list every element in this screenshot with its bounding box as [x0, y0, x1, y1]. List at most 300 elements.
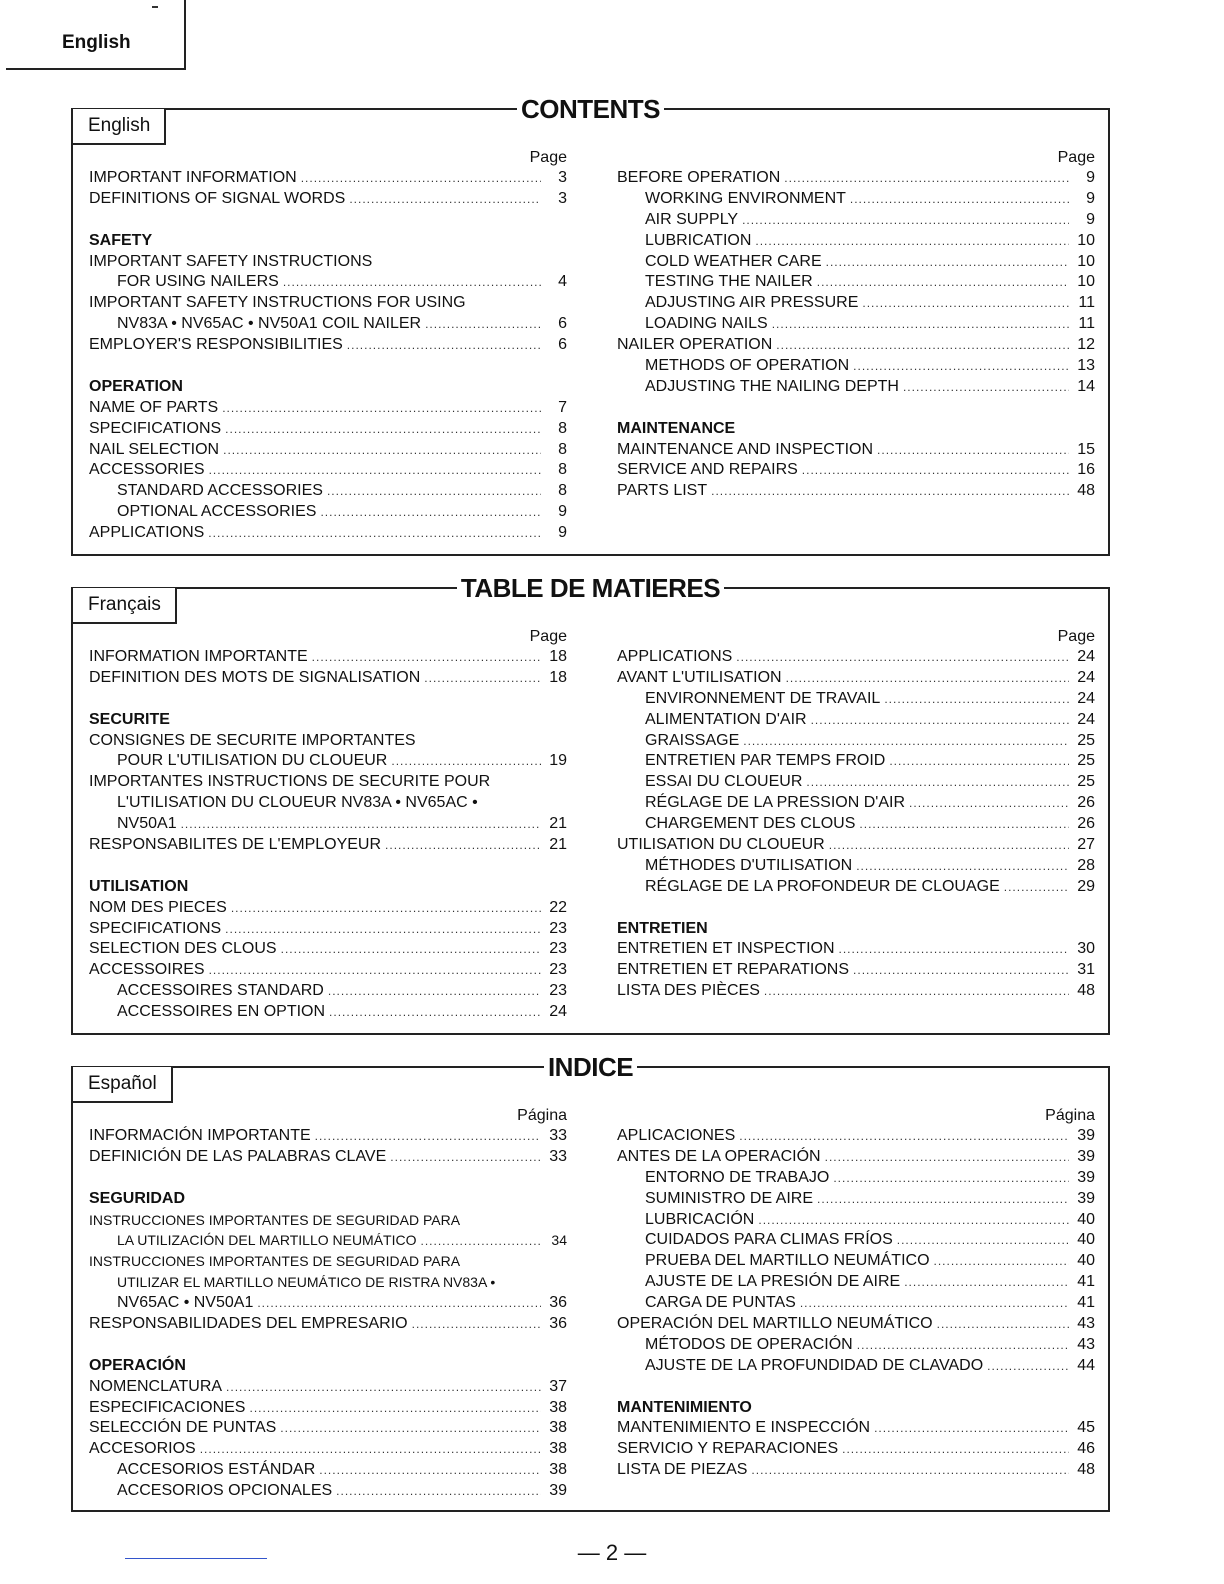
- toc-entry-page: 9: [1086, 189, 1095, 207]
- toc-entry-page: 9: [1086, 210, 1095, 228]
- toc-left-column: [89, 1106, 567, 1502]
- toc-entry-title: ADJUSTING THE NAILING DEPTH: [645, 377, 899, 395]
- toc-entry-page: 36: [549, 1294, 567, 1312]
- toc-entry-title: RESPONSABILITES DE L'EMPLOYEUR: [89, 836, 382, 854]
- toc-entry-line: UTILIZAR EL MARTILLO NEUMÁTICO DE RISTRA NV83A •: [117, 1274, 496, 1291]
- toc-entry[interactable]: [89, 814, 567, 835]
- toc-entry[interactable]: [89, 1230, 567, 1251]
- dot-leader: [743, 731, 1069, 752]
- dot-leader: [742, 210, 1069, 231]
- toc-entry[interactable]: [89, 1481, 567, 1502]
- dot-leader: [249, 1398, 541, 1419]
- dot-leader: [223, 440, 541, 461]
- toc-entry-title: INFORMACIÓN IMPORTANTE: [89, 1127, 311, 1144]
- toc-entry[interactable]: [89, 168, 567, 189]
- toc-entry-page: 48: [1077, 1461, 1095, 1479]
- toc-entry-title: LOADING NAILS: [645, 315, 768, 333]
- toc-entry-title: NOM DES PIECES: [89, 898, 227, 916]
- toc-entry[interactable]: [89, 1439, 567, 1460]
- dot-leader: [225, 419, 541, 440]
- page-column-header: Page: [1057, 149, 1095, 166]
- toc-entry-title: ACCESSOIRES EN OPTION: [117, 1003, 326, 1021]
- dot-leader: [385, 835, 541, 856]
- toc-entry[interactable]: [617, 293, 1095, 314]
- toc-entry[interactable]: [89, 481, 567, 502]
- toc-entry-title: LA UTILIZACIÓN DEL MARTILLO NEUMÁTICO: [117, 1232, 417, 1249]
- toc-entry[interactable]: [617, 1189, 1095, 1210]
- toc-entry[interactable]: [617, 710, 1095, 731]
- toc-entry-line: IMPORTANTES INSTRUCTIONS DE SECURITE POUR: [89, 773, 491, 791]
- toc-entry-page: 33: [549, 1147, 567, 1165]
- toc-entry-page: 6: [558, 315, 567, 333]
- toc-entry-title: TESTING THE NAILER: [645, 273, 813, 291]
- toc-entry[interactable]: [89, 419, 567, 440]
- toc-entry-page: 21: [549, 815, 567, 833]
- dot-leader: [806, 772, 1069, 793]
- toc-entry-page: 9: [558, 503, 567, 521]
- toc-entry-title: RÉGLAGE DE LA PROFONDEUR DE CLOUAGE: [645, 877, 1000, 895]
- toc-entry[interactable]: [617, 314, 1095, 335]
- toc-entry[interactable]: [617, 252, 1095, 273]
- toc-entry[interactable]: [617, 835, 1095, 856]
- toc-entry-title: WORKING ENVIRONMENT: [645, 189, 846, 207]
- dot-leader: [208, 523, 541, 544]
- toc-entry-title: ENTORNO DE TRABAJO: [645, 1168, 830, 1186]
- toc-entry-page: 22: [549, 898, 567, 916]
- toc-entry[interactable]: [89, 960, 567, 981]
- dot-leader: [934, 1251, 1069, 1272]
- dot-leader: [772, 314, 1069, 335]
- page-column-header: Página: [517, 1107, 567, 1124]
- dot-leader: [349, 189, 541, 210]
- toc-entry-page: 24: [1077, 710, 1095, 728]
- toc-entry-page: 3: [558, 189, 567, 207]
- toc-entry-page: 10: [1077, 252, 1095, 270]
- toc-entry-title: INFORMATION IMPORTANTE: [89, 648, 308, 665]
- toc-entry[interactable]: [89, 1377, 567, 1398]
- toc-entry[interactable]: [617, 1147, 1095, 1168]
- toc-entry[interactable]: [89, 1293, 567, 1314]
- dot-leader: [874, 1418, 1069, 1439]
- toc-entry-page: 4: [558, 273, 567, 291]
- dot-leader: [391, 751, 541, 772]
- dot-leader: [280, 1418, 541, 1439]
- toc-entry[interactable]: [617, 1293, 1095, 1314]
- toc-entry[interactable]: [617, 440, 1095, 461]
- toc-entry-title: LUBRICACIÓN: [645, 1210, 755, 1228]
- toc-entry[interactable]: [89, 1460, 567, 1481]
- toc-entry-title: NV65AC • NV50A1: [117, 1294, 254, 1312]
- toc-entry[interactable]: [617, 647, 1095, 668]
- toc-entry-title: ACCESSORIES: [89, 461, 205, 479]
- toc-entry-line: IMPORTANT SAFETY INSTRUCTIONS: [89, 252, 373, 270]
- toc-entry-page: 34: [551, 1232, 567, 1249]
- dot-leader: [825, 1147, 1069, 1168]
- toc-entry-page: 40: [1077, 1252, 1095, 1270]
- toc-entry[interactable]: [617, 793, 1095, 814]
- toc-entry-page: 28: [1077, 856, 1095, 874]
- toc-entry[interactable]: [617, 460, 1095, 481]
- toc-entry-page: 16: [1077, 461, 1095, 479]
- dot-leader: [889, 751, 1069, 772]
- toc-entry-page: 25: [1077, 731, 1095, 749]
- toc-entry-title: SELECTION DES CLOUS: [89, 940, 277, 958]
- toc-entry[interactable]: [89, 398, 567, 419]
- dot-leader: [209, 460, 541, 481]
- tab-mark: [152, 6, 158, 8]
- toc-entry-title: IMPORTANT INFORMATION: [89, 169, 297, 186]
- toc-entry-title: NV83A • NV65AC • NV50A1 COIL NAILER: [117, 315, 422, 333]
- toc-entry-page: 40: [1077, 1231, 1095, 1249]
- dot-leader: [859, 814, 1069, 835]
- toc-entry-page: 14: [1077, 377, 1095, 395]
- toc-entry[interactable]: [617, 1251, 1095, 1272]
- toc-entry[interactable]: [617, 856, 1095, 877]
- dot-leader: [257, 1293, 541, 1314]
- toc-spacer: [617, 1377, 1095, 1398]
- toc-entry[interactable]: [617, 668, 1095, 689]
- toc-entry[interactable]: [89, 460, 567, 481]
- toc-entry[interactable]: [617, 272, 1095, 293]
- toc-entry-page: 39: [1077, 1127, 1095, 1144]
- toc-entry-page: 29: [1077, 877, 1095, 895]
- dot-leader: [802, 460, 1069, 481]
- toc-entry-title: POUR L'UTILISATION DU CLOUEUR: [117, 752, 388, 770]
- toc-entry[interactable]: [617, 1272, 1095, 1293]
- toc-entry-page: 10: [1077, 231, 1095, 249]
- toc-entry-title: AJUSTE DE LA PROFUNDIDAD DE CLAVADO: [645, 1356, 984, 1374]
- toc-entry-page: 15: [1077, 440, 1095, 458]
- dot-leader: [319, 1460, 541, 1481]
- dot-leader: [225, 919, 541, 940]
- section-indice-espanol: [71, 1052, 1110, 1512]
- toc-entry[interactable]: [617, 1314, 1095, 1335]
- toc-entry-title: NAILER OPERATION: [617, 336, 773, 354]
- toc-group-heading: SECURITE: [89, 710, 170, 728]
- dot-leader: [751, 1460, 1069, 1481]
- toc-entry-title: SERVICE AND REPAIRS: [617, 461, 798, 479]
- toc-entry-title: ENVIRONNEMENT DE TRAVAIL: [645, 689, 881, 707]
- toc-entry-page: 26: [1077, 815, 1095, 833]
- toc-entry-page: 31: [1077, 961, 1095, 979]
- toc-entry-title: LUBRICATION: [645, 231, 752, 249]
- toc-entry-title: OPTIONAL ACCESSORIES: [117, 503, 317, 521]
- toc-entry-title: AVANT L'UTILISATION: [617, 668, 782, 686]
- section-language-label: Français: [73, 588, 177, 624]
- toc-entry[interactable]: [617, 960, 1095, 981]
- toc-entry-title: ACCESSOIRES: [89, 961, 205, 979]
- page-column-header: Page: [529, 149, 567, 166]
- dot-leader: [829, 835, 1069, 856]
- toc-entry-title: SUMINISTRO DE AIRE: [645, 1189, 814, 1207]
- dot-leader: [826, 252, 1069, 273]
- page-column-header: Página: [1045, 1107, 1095, 1124]
- toc-entry[interactable]: [617, 1168, 1095, 1189]
- toc-entry-line: CONSIGNES DE SECURITE IMPORTANTES: [89, 731, 416, 749]
- toc-entry-title: LISTA DES PIÈCES: [617, 982, 760, 1000]
- toc-entry-title: SPECIFICATIONS: [89, 419, 222, 437]
- toc-entry-page: 39: [1077, 1168, 1095, 1186]
- toc-entry[interactable]: [89, 1314, 567, 1335]
- toc-entry-title: NAME OF PARTS: [89, 398, 219, 416]
- toc-entry[interactable]: [617, 939, 1095, 960]
- toc-entry-page: 8: [558, 440, 567, 458]
- dot-leader: [839, 939, 1069, 960]
- dot-leader: [842, 1439, 1069, 1460]
- toc-entry[interactable]: [617, 1418, 1095, 1439]
- toc-entry[interactable]: [89, 523, 567, 544]
- toc-entry-title: ACCESORIOS OPCIONALES: [117, 1482, 333, 1500]
- toc-entry-page: 24: [1077, 648, 1095, 665]
- page-number: — 2 —: [577, 1540, 647, 1565]
- toc-entry-page: 11: [1078, 294, 1095, 312]
- toc-entry-title: BEFORE OPERATION: [617, 169, 781, 186]
- toc-entry-page: 38: [549, 1461, 567, 1479]
- toc-entry-page: 30: [1077, 940, 1095, 958]
- toc-entry-title: MANTENIMIENTO E INSPECCIÓN: [617, 1419, 871, 1437]
- toc-entry-page: 33: [549, 1127, 567, 1144]
- dot-leader: [856, 856, 1069, 877]
- dot-leader: [327, 481, 541, 502]
- toc-entry[interactable]: [617, 168, 1095, 189]
- toc-entry-title: ESSAI DU CLOUEUR: [645, 773, 803, 791]
- toc-entry[interactable]: [617, 189, 1095, 210]
- toc-entry[interactable]: [89, 502, 567, 523]
- dot-leader: [853, 356, 1069, 377]
- toc-entry-page: 23: [549, 982, 567, 1000]
- dot-leader: [739, 1126, 1069, 1147]
- toc-entry[interactable]: [617, 210, 1095, 231]
- toc-entry[interactable]: [617, 481, 1095, 502]
- toc-entry[interactable]: [617, 1356, 1095, 1377]
- dot-leader: [209, 960, 541, 981]
- toc-entry[interactable]: [89, 314, 567, 335]
- section-table-de-matieres-francais: [71, 573, 1110, 1035]
- toc-entry-page: 8: [558, 419, 567, 437]
- toc-entry-line: L'UTILISATION DU CLOUEUR NV83A • NV65AC •: [117, 794, 478, 812]
- toc-entry[interactable]: [617, 689, 1095, 710]
- toc-entry-page: 9: [1086, 169, 1095, 186]
- dot-leader: [336, 1481, 541, 1502]
- toc-entry[interactable]: [89, 1398, 567, 1419]
- toc-spacer: [89, 356, 567, 377]
- toc-entry-page: 13: [1077, 357, 1095, 375]
- dot-leader: [421, 1231, 541, 1252]
- toc-entry[interactable]: [89, 1418, 567, 1439]
- toc-entry-title: RESPONSABILIDADES DEL EMPRESARIO: [89, 1315, 408, 1333]
- page-column-header: Page: [1057, 628, 1095, 645]
- dot-leader: [786, 668, 1069, 689]
- toc-entry[interactable]: [617, 1439, 1095, 1460]
- dot-leader: [425, 314, 541, 335]
- toc-entry[interactable]: [89, 440, 567, 461]
- toc-entry-title: APPLICATIONS: [617, 648, 733, 665]
- toc-entry-page: 3: [558, 169, 567, 186]
- dot-leader: [424, 668, 541, 689]
- toc-entry[interactable]: [89, 272, 567, 293]
- toc-entry-title: DEFINITIONS OF SIGNAL WORDS: [89, 189, 346, 207]
- toc-entry-page: 10: [1077, 273, 1095, 291]
- toc-entry-title: GRAISSAGE: [645, 731, 740, 749]
- toc-entry-page: 46: [1077, 1440, 1095, 1458]
- toc-entry-title: RÉGLAGE DE LA PRESSION D'AIR: [645, 794, 906, 812]
- toc-entry[interactable]: [89, 939, 567, 960]
- toc-entry[interactable]: [617, 1210, 1095, 1231]
- toc-entry-page: 11: [1078, 315, 1095, 333]
- dot-leader: [853, 960, 1069, 981]
- dot-leader: [776, 335, 1069, 356]
- dot-leader: [857, 1335, 1069, 1356]
- section-language-label: Español: [73, 1067, 173, 1103]
- toc-entry[interactable]: [89, 1126, 567, 1147]
- toc-spacer: [89, 1335, 567, 1356]
- toc-entry-page: 23: [549, 961, 567, 979]
- toc-entry[interactable]: [617, 1335, 1095, 1356]
- toc-entry-title: EMPLOYER'S RESPONSIBILITIES: [89, 336, 343, 354]
- dot-leader: [283, 272, 541, 293]
- toc-entry[interactable]: [617, 231, 1095, 252]
- toc-group-heading: OPERACIÓN: [89, 1356, 186, 1374]
- toc-entry-page: 24: [1077, 689, 1095, 707]
- toc-entry[interactable]: [89, 335, 567, 356]
- toc-entry[interactable]: [617, 356, 1095, 377]
- toc-entry[interactable]: [89, 1147, 567, 1168]
- toc-entry-title: PARTS LIST: [617, 482, 708, 500]
- dot-leader: [909, 793, 1069, 814]
- toc-entry-page: 43: [1077, 1335, 1095, 1353]
- dot-leader: [329, 1002, 541, 1023]
- dot-leader: [200, 1439, 541, 1460]
- toc-entry[interactable]: [617, 981, 1095, 1002]
- toc-entry-page: 23: [549, 940, 567, 958]
- toc-entry[interactable]: [617, 772, 1095, 793]
- dot-leader: [937, 1314, 1069, 1335]
- dot-leader: [320, 502, 541, 523]
- toc-entry-page: 8: [558, 461, 567, 479]
- toc-entry-title: CUIDADOS PARA CLIMAS FRÍOS: [645, 1231, 893, 1249]
- dot-leader: [312, 647, 541, 668]
- toc-entry-page: 21: [549, 836, 567, 854]
- toc-entry[interactable]: [89, 898, 567, 919]
- toc-entry-title: ENTRETIEN ET INSPECTION: [617, 940, 835, 958]
- toc-entry[interactable]: [89, 668, 567, 689]
- toc-entry[interactable]: [89, 919, 567, 940]
- toc-entry-title: NV50A1: [117, 815, 177, 833]
- toc-group-heading: SEGURIDAD: [89, 1189, 186, 1207]
- page-column-header: Page: [529, 628, 567, 645]
- toc-entry-title: ENTRETIEN PAR TEMPS FROID: [645, 752, 886, 770]
- dot-leader: [412, 1314, 541, 1335]
- toc-entry[interactable]: [617, 751, 1095, 772]
- toc-spacer: [89, 856, 567, 877]
- toc-entry-page: 24: [1077, 668, 1095, 686]
- toc-left-column: [89, 627, 567, 1023]
- dot-leader: [390, 1147, 541, 1168]
- toc-right-column: [617, 148, 1095, 502]
- toc-entry[interactable]: [89, 981, 567, 1002]
- toc-entry-page: 37: [549, 1377, 567, 1395]
- toc-entry[interactable]: [617, 1230, 1095, 1251]
- section-title: CONTENTS: [73, 94, 1108, 124]
- toc-entry-line: IMPORTANT SAFETY INSTRUCTIONS FOR USING: [89, 294, 466, 312]
- toc-group-heading: MANTENIMIENTO: [617, 1398, 752, 1416]
- toc-entry[interactable]: [89, 751, 567, 772]
- dot-leader: [1004, 877, 1069, 898]
- toc-entry-page: 38: [549, 1440, 567, 1458]
- toc-entry[interactable]: [617, 335, 1095, 356]
- toc-entry-page: 26: [1077, 794, 1095, 812]
- toc-spacer: [89, 1168, 567, 1189]
- toc-spacer: [89, 210, 567, 231]
- toc-entry-page: 44: [1077, 1356, 1095, 1374]
- toc-entry-page: 48: [1077, 482, 1095, 500]
- toc-entry-page: 25: [1077, 773, 1095, 791]
- toc-entry[interactable]: [617, 1460, 1095, 1481]
- toc-entry-page: 38: [549, 1398, 567, 1416]
- dot-leader: [800, 1293, 1069, 1314]
- dot-leader: [231, 898, 541, 919]
- toc-entry[interactable]: [89, 189, 567, 210]
- toc-entry-page: 41: [1077, 1273, 1095, 1291]
- toc-entry-page: 12: [1077, 336, 1095, 354]
- dot-leader: [281, 939, 541, 960]
- toc-entry[interactable]: [617, 1126, 1095, 1147]
- toc-entry[interactable]: [617, 877, 1095, 898]
- section-contents-english: [71, 94, 1110, 556]
- toc-entry-page: 6: [558, 336, 567, 354]
- toc-entry-title: METHODS OF OPERATION: [645, 357, 850, 375]
- dot-leader: [877, 440, 1069, 461]
- toc-entry[interactable]: [617, 731, 1095, 752]
- toc-right-column: [617, 627, 1095, 1002]
- dot-leader: [181, 814, 541, 835]
- dot-leader: [347, 335, 541, 356]
- toc-entry[interactable]: [89, 1002, 567, 1023]
- section-title: INDICE: [73, 1052, 1108, 1082]
- toc-entry-title: SERVICIO Y REPARACIONES: [617, 1440, 839, 1458]
- toc-entry-title: SPECIFICATIONS: [89, 919, 222, 937]
- dot-leader: [862, 293, 1069, 314]
- toc-entry[interactable]: [617, 377, 1095, 398]
- dot-leader: [222, 398, 541, 419]
- dot-leader: [904, 1272, 1069, 1293]
- toc-entry-title: COLD WEATHER CARE: [645, 252, 822, 270]
- toc-entry-title: APPLICATIONS: [89, 524, 205, 542]
- toc-entry-title: ACCESSOIRES STANDARD: [117, 982, 324, 1000]
- toc-entry-page: 45: [1077, 1419, 1095, 1437]
- toc-entry-page: 41: [1077, 1294, 1095, 1312]
- toc-group-heading: MAINTENANCE: [617, 419, 736, 437]
- toc-entry-title: ESPECIFICACIONES: [89, 1398, 246, 1416]
- dot-leader: [226, 1377, 541, 1398]
- toc-entry[interactable]: [89, 647, 567, 668]
- toc-entry-title: ADJUSTING AIR PRESSURE: [645, 294, 859, 312]
- toc-entry[interactable]: [617, 814, 1095, 835]
- dot-leader: [897, 1230, 1069, 1251]
- toc-group-heading: SAFETY: [89, 231, 153, 249]
- toc-entry-title: MÉTODOS DE OPERACIÓN: [645, 1335, 853, 1353]
- dot-leader: [987, 1356, 1069, 1377]
- toc-group-heading: UTILISATION: [89, 877, 189, 895]
- toc-entry-page: 39: [549, 1482, 567, 1500]
- toc-entry-title: SELECCIÓN DE PUNTAS: [89, 1419, 277, 1437]
- toc-entry-title: PRUEBA DEL MARTILLO NEUMÁTICO: [645, 1252, 930, 1270]
- toc-entry-title: AIR SUPPLY: [645, 210, 739, 228]
- toc-entry-page: 40: [1077, 1210, 1095, 1228]
- toc-entry-title: AJUSTE DE LA PRESIÓN DE AIRE: [645, 1273, 901, 1291]
- toc-entry-page: 38: [549, 1419, 567, 1437]
- toc-entry[interactable]: [89, 835, 567, 856]
